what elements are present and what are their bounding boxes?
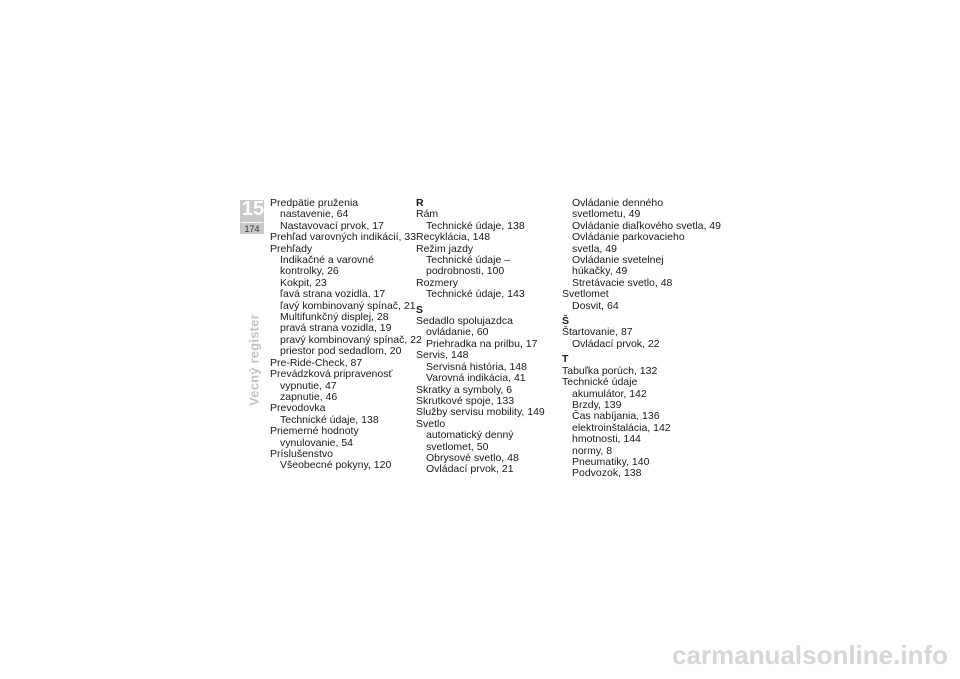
index-entry: Tabuľka porúch, 132: [562, 364, 658, 377]
index-entry: Predpätie pruženia: [270, 197, 359, 209]
index-entry: Svetlo: [416, 417, 446, 430]
index-subentry: Ovládanie svetelnej: [572, 254, 664, 267]
index-subentry: kontrolky, 26: [280, 265, 339, 278]
chapter-title: Vecný register: [246, 314, 262, 406]
index-subentry: Brzdy, 139: [572, 398, 622, 411]
index-subentry: svetlomet, 50: [426, 440, 489, 453]
index-entry: Prevodovka: [270, 402, 326, 415]
index-subentry: hmotnosti, 144: [572, 433, 641, 446]
index-subentry: vynulovanie, 54: [280, 436, 353, 449]
index-column-2: [416, 198, 566, 476]
page-number: 174: [244, 224, 260, 234]
index-subentry: priestor pod sedadlom, 20: [280, 345, 402, 358]
index-subentry: pravá strana vozidla, 19: [280, 322, 392, 335]
index-subentry: Všeobecné pokyny, 120: [280, 459, 392, 472]
index-entry: Príslušenstvo: [270, 447, 334, 460]
index-entry: Priemerné hodnoty: [270, 425, 359, 438]
index-subentry: Priehradka na prilbu, 17: [426, 337, 538, 350]
index-entry: Svetlomet: [562, 288, 609, 301]
index-subentry: Podvozok, 138: [572, 467, 642, 480]
index-subentry: Ovládanie parkovacieho: [572, 231, 685, 244]
index-column-1: [270, 198, 420, 472]
index-subentry: zapnutie, 46: [280, 390, 338, 403]
index-letter-heading: S: [416, 303, 424, 316]
index-subentry: automatický denný: [426, 429, 514, 442]
index-subentry: Stretávacie svetlo, 48: [572, 276, 673, 289]
index-entry: Štartovanie, 87: [562, 326, 633, 339]
index-subentry: Multifunkčný displej, 28: [280, 311, 389, 324]
index-entry: Skrutkové spoje, 133: [416, 394, 515, 407]
index-subentry: Ovládanie diaľkového svetla, 49: [572, 219, 721, 232]
index-subentry: vypnutie, 47: [280, 379, 337, 392]
index-entry: Technické údaje: [562, 376, 638, 389]
index-subentry: svetlometu, 49: [572, 208, 641, 221]
index-entry: Sedadlo spolujazdca: [416, 315, 513, 328]
index-subentry: Technické údaje, 143: [426, 288, 525, 301]
index-subentry: podrobnosti, 100: [426, 265, 505, 278]
index-entry: Režim jazdy: [416, 242, 474, 255]
index-subentry: Varovná indikácia, 41: [426, 372, 526, 385]
index-subentry: Ovládanie denného: [572, 197, 664, 209]
chapter-divider: [241, 222, 263, 223]
index-subentry: Technické údaje –: [426, 254, 511, 267]
index-letter-heading: R: [416, 197, 424, 209]
index-subentry: Kokpit, 23: [280, 276, 327, 289]
index-entry: Rozmery: [416, 276, 459, 289]
index-subentry: ľavá strana vozidla, 17: [280, 288, 386, 301]
index-letter-heading: Š: [562, 315, 570, 328]
index-entry: Recyklácia, 148: [416, 231, 491, 244]
index-entry: Služby servisu mobility, 149: [416, 406, 545, 419]
index-subentry: Technické údaje, 138: [280, 413, 379, 426]
index-subentry: elektroinštalácia, 142: [572, 421, 671, 434]
index-subentry: Čas nabíjania, 136: [572, 410, 660, 423]
index-subentry: Nastavovací prvok, 17: [280, 219, 384, 232]
index-subentry: Ovládací prvok, 22: [572, 337, 660, 350]
index-entry: Prevádzková pripravenosť: [270, 368, 393, 381]
index-letter-heading: T: [562, 353, 569, 366]
index-column-3: [562, 197, 721, 480]
watermark: carmanualsonline.info: [672, 640, 948, 670]
index-subentry: pravý kombinovaný spínač, 22: [280, 333, 422, 346]
index-subentry: Obrysové svetlo, 48: [426, 451, 519, 464]
index-entry: Rám: [416, 208, 439, 221]
index-subentry: Dosvit, 64: [572, 299, 619, 312]
index-subentry: Ovládací prvok, 21: [426, 463, 514, 476]
index-entry: Pre-Ride-Check, 87: [270, 356, 363, 369]
index-entry: Prehľady: [270, 242, 313, 255]
index-subentry: normy, 8: [572, 444, 613, 457]
index-entry: Skratky a symboly, 6: [416, 383, 513, 396]
index-subentry: ovládanie, 60: [426, 326, 489, 339]
index-subentry: svetla, 49: [572, 242, 617, 255]
index-subentry: Technické údaje, 138: [426, 219, 525, 232]
index-entry: Servis, 148: [416, 349, 469, 362]
index-subentry: ľavý kombinovaný spínač, 21: [280, 299, 416, 312]
index-entry: Prehľad varovných indikácií, 33: [270, 231, 417, 244]
index-subentry: Indikačné a varovné: [280, 254, 374, 267]
index-subentry: akumulátor, 142: [572, 387, 647, 400]
index-subentry: nastavenie, 64: [280, 208, 349, 221]
chapter-number: 15: [241, 198, 265, 220]
index-subentry: Servisná história, 148: [426, 360, 527, 373]
index-subentry: húkačky, 49: [572, 265, 628, 278]
index-subentry: Pneumatiky, 140: [572, 455, 650, 468]
